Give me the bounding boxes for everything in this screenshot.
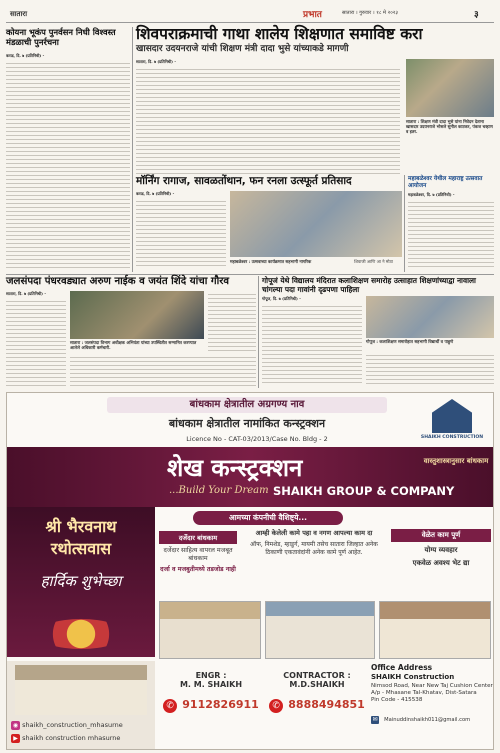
story-headline: शिवपराक्रमाची गाथा शालेय शिक्षणात समाविष्ट करा — [136, 25, 423, 43]
feature-2: दर्जेदार साहित्य वापरल मजबूत बांधकाम — [163, 547, 233, 562]
column-divider — [404, 175, 405, 272]
feature-6: वेळेत काम पूर्ण — [391, 529, 491, 542]
story-dateline: महाबळेश्वर, दि. ७ (प्रतिनिधी) - — [408, 192, 455, 197]
building-image-1 — [159, 601, 261, 659]
feature-1: दर्जेदार बांधकाम — [159, 531, 237, 544]
engineer-name: M. M. SHAIKH — [179, 680, 243, 689]
photo-caption-right: शिवाजी आणि आ ने मोठा — [354, 259, 393, 264]
story-dateline: कराड, दि. ७ (प्रतिनिधी) - — [136, 191, 175, 196]
story-photo — [406, 59, 494, 117]
photo-caption: गोपूज : कलाशिक्षण समारोहात सहभागी विद्यार्थी व पाहुणे — [366, 339, 454, 344]
feature-col-3 — [391, 529, 491, 568]
ad-top-banner: बांधकाम क्षेत्रातील अग्रगण्य नाव — [107, 397, 387, 413]
story-body — [136, 191, 226, 269]
ad-license: Licence No - CAT-03/2013/Case No. Bldg - 2 — [186, 435, 328, 443]
column-divider — [258, 276, 259, 388]
office-name: SHAIKH Construction — [371, 673, 455, 681]
story-headline: महाबळेश्वर येथील महाराष्ट्र उत्सवात आयोजन — [408, 176, 483, 189]
dateline: सातारा । गुरुवार । १८ मे २०२३ — [342, 10, 399, 16]
festival-decoration — [37, 619, 125, 649]
photo-caption: महाबळेश्वर : उत्सवाच्या कार्यक्रमात सहभागी नागरिक — [230, 259, 312, 264]
brand-english: SHAIKH GROUP & COMPANY — [273, 484, 455, 498]
header-rule — [6, 22, 494, 23]
story-koyna — [6, 27, 130, 271]
feature-3: दर्जा व मजबुतीमध्ये तडजोड नाही — [160, 566, 236, 573]
feature-5: ऑफ, निमशेड, म्हाडुर्ग, मायमी तसेच सातारा जिल्हात अनेक ठिकाणी एकतावंदांनी अनेक कामे पूर्ण आहेत. — [250, 541, 378, 556]
office-line-1: Nimsod Road, Near New Taj Cushion Center — [371, 683, 493, 689]
social-row-1 — [11, 721, 123, 730]
story-body — [6, 53, 130, 269]
page-number: ३ — [474, 10, 479, 20]
photo-caption: सातारा : जलसंपदा विभाग अधीक्षक अभियंता यांच्या उपस्थितीत सन्मानित करण्यात आलेले अधिकारी कर्मचारी. — [70, 340, 197, 351]
social-handle-1: shaikh_construction_mhasurne — [22, 721, 123, 729]
brand-devanagari: शेख कन्स्ट्रक्शन — [167, 454, 303, 482]
story-dateline: सातारा, दि. ७ (प्रतिनिधी) - — [136, 59, 176, 64]
social-handle-2: shaikh construction mhasurne — [22, 734, 121, 742]
contractor-block — [265, 671, 369, 713]
office-title: Office Address — [371, 663, 433, 672]
feature-4: आम्ही केलेली कामे पहा व नगण आपल्या काम दा — [255, 529, 373, 537]
email-icon: ✉ — [372, 716, 378, 723]
ad-contacts — [159, 661, 369, 749]
feature-8: एकवेळ अवश्य भेट द्या — [412, 559, 470, 567]
story-body — [6, 291, 66, 387]
story-subhead: खासदार उदयनराजे यांची शिक्षण मंत्री दादा भुसे यांच्याकडे मागणी — [136, 44, 349, 54]
brand-tagline: ...Build Your Dream — [169, 485, 269, 496]
story-shivparakram — [136, 25, 494, 175]
story-dateline: गोपूज, दि. ७ (प्रतिनिधी) - — [262, 296, 301, 301]
section-label: सातारा — [10, 10, 28, 18]
story-photo — [230, 191, 402, 257]
story-body — [262, 296, 362, 386]
building-image-2 — [265, 601, 375, 659]
bottom-building — [15, 665, 147, 715]
festival-wish: हार्दिक शुभेच्छा — [40, 572, 122, 590]
ad-sub-banner: बांधकाम क्षेत्रातील नामांकित कन्स्ट्रक्शन — [168, 417, 326, 430]
page-header — [0, 0, 500, 26]
story-marathon — [136, 175, 402, 272]
shaikh-logo — [417, 399, 487, 451]
office-line-3: Pin Code - 415538 — [371, 697, 423, 703]
ad-brand-bar — [7, 447, 493, 507]
story-mahabaleshwar — [408, 176, 494, 272]
story-body-cont — [70, 354, 256, 388]
story-headline: मॉर्निंग रागाज, सावळतोंथान, फन रनला उत्स्फूर्त प्रतिसाद — [136, 175, 352, 187]
engineer-block — [159, 671, 263, 713]
social-row-2 — [11, 734, 120, 743]
construction-ad — [6, 392, 494, 750]
festival-title-2: रथोत्सवास — [50, 539, 112, 558]
contractor-name: M.D.SHAIKH — [289, 680, 345, 689]
masthead-logo: प्रभात — [303, 10, 322, 20]
story-headline: कोयना भूकंप पुनर्वसन निधी विश्वस्त मंडळाची पुनर्रचना — [6, 27, 116, 47]
contractor-phone: 8888494851 — [288, 698, 365, 711]
story-photo — [366, 296, 494, 338]
feature-col-1 — [159, 531, 237, 574]
festival-title-1: श्री भैरवनाथ — [45, 517, 117, 536]
phone-icon: ✆ — [163, 699, 177, 713]
engineer-phone: 9112826911 — [182, 698, 259, 711]
section-divider — [6, 274, 494, 275]
brand-side: वास्तुशास्त्रानुसार बांधकाम — [423, 457, 489, 465]
story-dateline: सातारा, दि. ७ (प्रतिनिधी) - — [6, 291, 46, 296]
story-body-cont — [208, 291, 256, 353]
story-photo — [70, 291, 204, 339]
ad-festival-panel — [7, 507, 155, 657]
story-body-cont — [366, 352, 494, 386]
building-image-3 — [379, 601, 491, 659]
story-headline: गोपूजं येथे विद्यालय मंदिरात कलाशिक्षण समारोह उत्साहात शिक्षणांच्याद्वा नावाला चांगल्या पदा गावांनी दृढपणा पाहिला — [262, 276, 476, 294]
office-email: Mainuddinshaikh011@gmail.com — [384, 717, 471, 723]
story-body — [136, 59, 400, 175]
ad-bottom-left — [7, 661, 155, 749]
contractor-label: CONTRACTOR : — [283, 671, 351, 680]
services-title: आमच्या कंपनीची वैशिष्ट्ये... — [193, 511, 343, 525]
photo-caption: सातारा : शिक्षण मंत्री दादा भुसे यांना निवेदन देताना खासदार उदयनराजे भोसले सुनील काटकर, पंकज चव्हाण व इतर. — [406, 119, 493, 135]
phone-icon: ✆ — [269, 699, 283, 713]
instagram-icon: ◉ — [12, 722, 19, 729]
office-address — [371, 663, 493, 747]
feature-7: योग्य व्यवहार — [424, 546, 458, 554]
office-line-2: A/p - Mhasane Tal-Khatav, Dist-Satara — [371, 690, 477, 696]
feature-col-2 — [241, 529, 387, 557]
story-dateline: कराड, दि. ७ (प्रतिनिधी) - — [6, 53, 45, 58]
story-gopuj — [262, 276, 494, 388]
engineer-label: ENGR : — [195, 671, 227, 680]
story-jalsampada — [6, 276, 256, 388]
story-body — [408, 192, 494, 270]
youtube-icon: ▶ — [11, 734, 20, 743]
logo-text: SHAIKH CONSTRUCTION — [420, 435, 484, 440]
column-divider — [132, 27, 133, 272]
story-headline: जलसंपदा पंधरवड्यात अरुण नाईक व जयंत शिंदे यांचा गौरव — [6, 276, 230, 287]
